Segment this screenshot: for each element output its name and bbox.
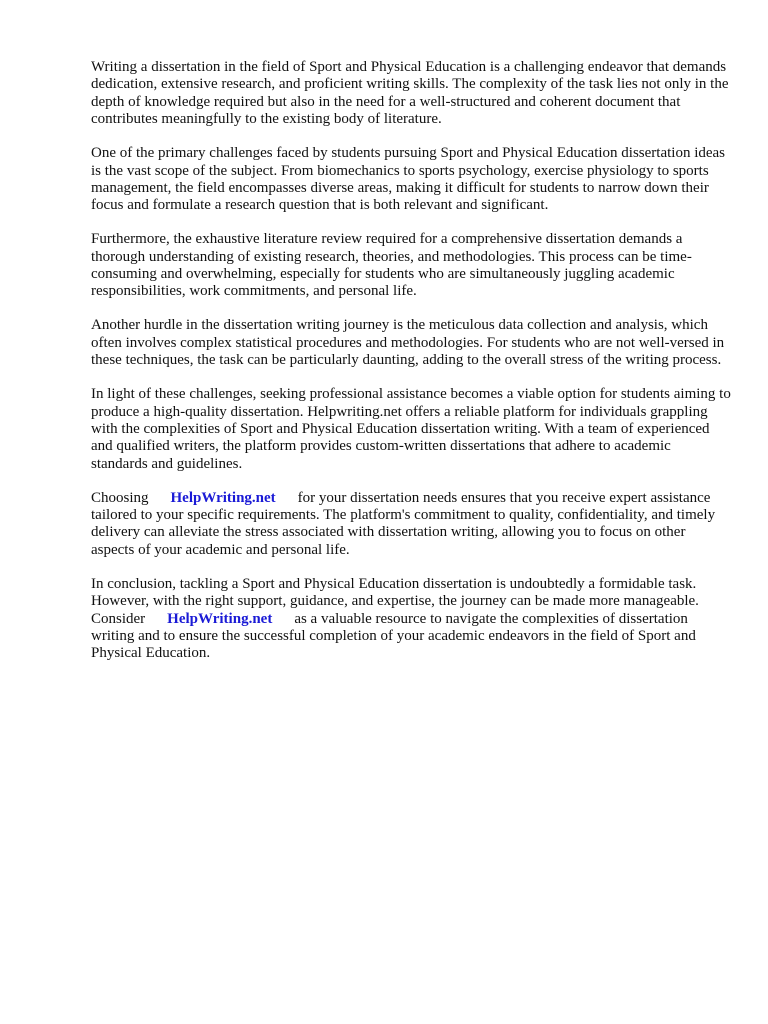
paragraph-intro: Writing a dissertation in the field of Sport and Physical Education is a challenging endeavor that demands dedication, extensive research, and proficient writing skills. The complexity of the task lies not only in the depth of knowledge required but also in the need for a well-structured and coherent document that contributes meaningfully to the existing body of literature.	[91, 59, 729, 128]
choosing-text-after: for your dissertation needs ensures that you receive expert assistance tailored to your specific requirements. The platform's commitment to quality, confidentiality, and timely delivery can alleviate the stress associated with dissertation writing, allowing you to focus on other aspects of your academic and personal life.	[91, 489, 716, 558]
choosing-text-before: Choosing	[91, 489, 149, 506]
conclusion-text-after: as a valuable resource to navigate the complexities of dissertation writing and to ensure the successful completion of your academic endeavors in the field of Sport and Physical Education.	[91, 610, 696, 662]
paragraph-conclusion	[91, 576, 731, 663]
paragraph-challenges: One of the primary challenges faced by students pursuing Sport and Physical Education dissertation ideas is the vast scope of the subject. From biomechanics to sports psychology, exercise physiology to sports management, the field encompasses diverse areas, making it difficult for students to narrow down their focus and formulate a research question that is both relevant and significant.	[91, 145, 726, 214]
document-page	[91, 59, 731, 679]
paragraph-data-analysis: Another hurdle in the dissertation writing journey is the meticulous data collection and analysis, which often involves complex statistical procedures and methodologies. For students who are not well-versed in these techniques, the task can be particularly daunting, adding to the overall stress of the writing process.	[91, 317, 725, 369]
helpwriting-link-1[interactable]: HelpWriting.net	[170, 489, 276, 506]
conclusion-text-before: In conclusion, tackling a Sport and Physical Education dissertation is undoubtedly a formidable task. However, with the right support, guidance, and expertise, the journey can be made more manageable. Consider	[91, 575, 699, 627]
paragraph-choosing	[91, 490, 731, 560]
paragraph-literature-review: Furthermore, the exhaustive literature review required for a comprehensive dissertation demands a thorough understanding of existing research, theories, and methodologies. This process can be time-consuming and overwhelming, especially for students who are simultaneously juggling academic responsibilities, work commitments, and personal life.	[91, 231, 692, 300]
helpwriting-link-2[interactable]: HelpWriting.net	[167, 610, 273, 627]
paragraph-professional-assistance: In light of these challenges, seeking professional assistance becomes a viable option for students aiming to produce a high-quality dissertation. Helpwriting.net offers a reliable platform for individuals grappling with the complexities of Sport and Physical Education dissertation writing. With a team of experienced and qualified writers, the platform provides custom-written dissertations that adhere to academic standards and guidelines.	[91, 386, 731, 472]
